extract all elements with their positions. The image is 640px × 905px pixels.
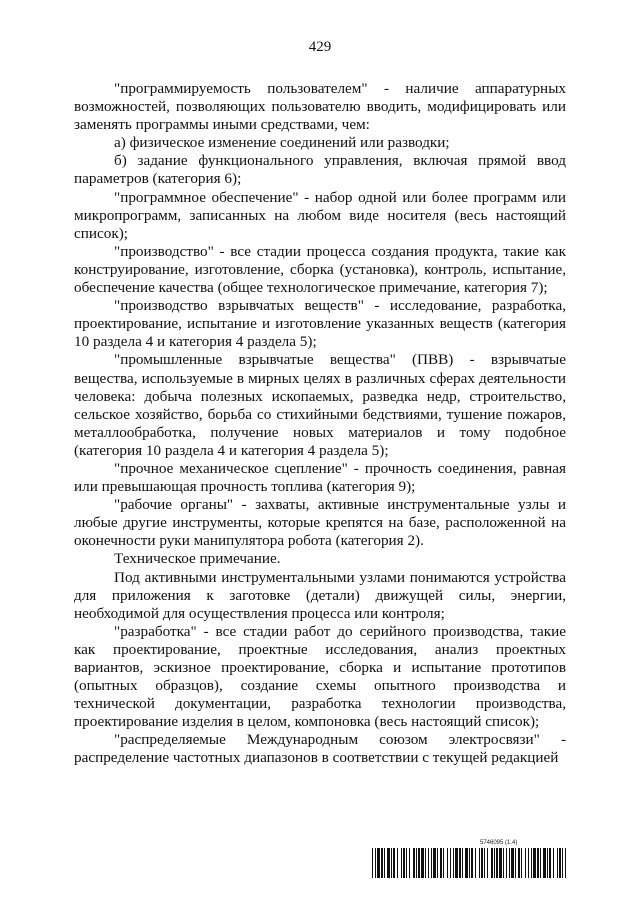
- paragraph-production: "производство" - все стадии процесса создания продукта, такие как конструирование, изготовление, сборка (установка), контроль, испытание, обеспечение качества (общее технологическое примечание, категория 7);: [74, 242, 566, 297]
- list-item-b: б) задание функционального управления, включая прямой ввод параметров (категория 6);: [74, 152, 566, 188]
- paragraph-development: "разработка" - все стадии работ до серийного производства, такие как проектирование, проектные исследования, анализ проектных вариантов, эскизное проектирование, сборка и испытание прототипов (опытных образцов), создание схемы опытного производства и технической документации, разработка технологии производства, проектирование изделия в целом, компоновка (весь настоящий список);: [74, 622, 566, 731]
- technical-note-heading: Техническое примечание.: [114, 550, 281, 568]
- paragraph-software: "программное обеспечение" - набор одной или более программ или микропрограмм, записанных на любом виде носителя (весь настоящий список);: [74, 188, 566, 242]
- document-body: [74, 80, 566, 768]
- paragraph-itu-allocated: "распределяемые Международным союзом электросвязи" - распределение частотных диапазонов в соответствии с текущей редакцией: [74, 731, 566, 767]
- paragraph-mechanical-bond: "прочное механическое сцепление" - прочность соединения, равная или превышающая прочность топлива (категория 9);: [74, 459, 566, 496]
- barcode-caption: 5746095 (1.4): [480, 840, 518, 846]
- paragraph-programmability: "программируемость пользователем" - наличие аппаратурных возможностей, позволяющих пользователю вводить, модифицировать или заменять программы иными средствами, чем:: [74, 80, 566, 134]
- barcode-image: [372, 848, 568, 878]
- list-item-a: а) физическое изменение соединений или разводки;: [114, 134, 450, 152]
- page-number: 429: [308, 39, 332, 55]
- paragraph-active-tooling: Под активными инструментальными узлами понимаются устройства для приложения к заготовке (детали) движущей силы, энергии, необходимой для осуществления процесса или контроля;: [74, 568, 566, 622]
- paragraph-industrial-explosives: "промышленные взрывчатые вещества" (ПВВ) - взрывчатые вещества, используемые в мирных целях в различных сферах деятельности человека: добыча полезных ископаемых, разведка недр, строительство, сельское хозяйство, борьба со стихийными бедствиями, тушение пожаров, металлообработка, получение новых материалов и тому подобное (категория 10 раздела 4 и категория 4 раздела 5);: [74, 351, 566, 459]
- paragraph-explosives-production: "производство взрывчатых веществ" - исследование, разработка, проектирование, испытание и изготовление указанных веществ (категория 10 раздела 4 и категория 4 раздела 5);: [74, 297, 566, 351]
- paragraph-end-effectors: "рабочие органы" - захваты, активные инструментальные узлы и любые другие инструменты, которые крепятся на базе, расположенной на оконечности руки манипулятора робота (категория 2).: [74, 496, 566, 550]
